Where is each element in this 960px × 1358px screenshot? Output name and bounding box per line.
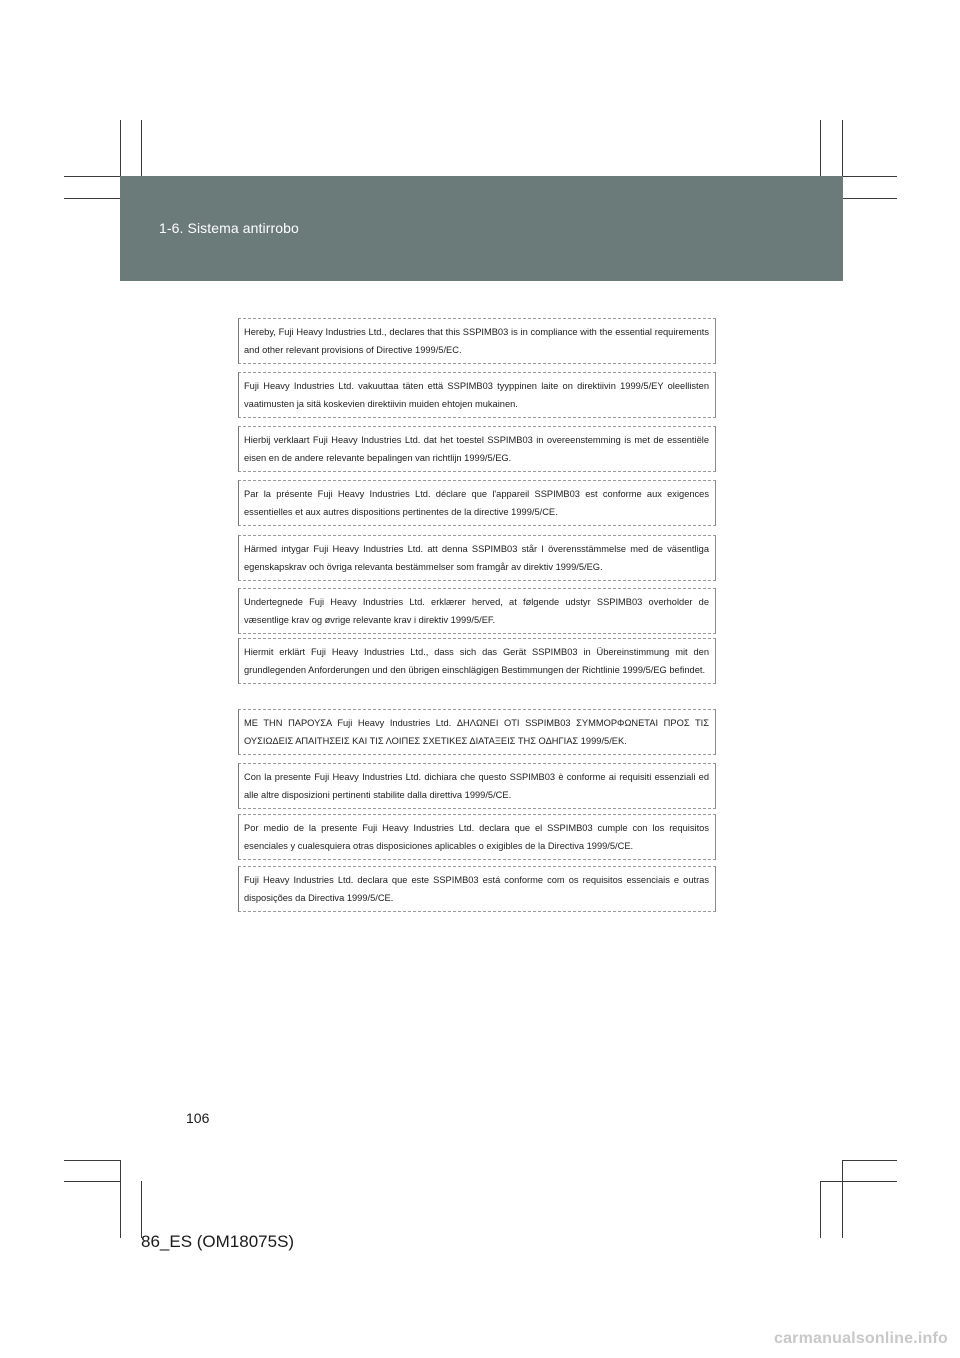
crop-mark: [64, 1160, 120, 1161]
declaration-dutch: Hierbij verklaart Fuji Heavy Industries Ltd. dat het toestel SSPIMB03 in overeenstemming is met de essentiële eisen en de andere relevante bepalingen van richtlijn 1999/5/EG.: [238, 426, 716, 472]
crop-mark: [820, 1181, 897, 1182]
page-number: 106: [186, 1110, 210, 1126]
declaration-english: Hereby, Fuji Heavy Industries Ltd., declares that this SSPIMB03 is in compliance with the essential requirements and other relevant provisions of Directive 1999/5/EC.: [238, 318, 716, 364]
section-title: 1-6. Sistema antirrobo: [159, 220, 299, 236]
declaration-spanish: Por medio de la presente Fuji Heavy Industries Ltd. declara que el SSPIMB03 cumple con los requisitos esenciales y cualesquiera otras disposiciones aplicables o exigibles de la Directiva 1999/5/CE.: [238, 814, 716, 860]
crop-mark: [820, 120, 821, 176]
crop-mark: [64, 176, 120, 177]
crop-mark: [64, 198, 120, 199]
declaration-german: Hiermit erklärt Fuji Heavy Industries Ltd., dass sich das Gerät SSPIMB03 in Übereinstimmung mit den grundlegenden Anforderungen und den übrigen einschlägigen Bestimmungen der Richtlinie 1999/5/EG befindet.: [238, 638, 716, 684]
declaration-swedish: Härmed intygar Fuji Heavy Industries Ltd. att denna SSPIMB03 står I överensstämmelse med de väsentliga egenskapskrav och övriga relevanta bestämmelser som framgår av direktiv 1999/5/EG.: [238, 535, 716, 581]
declaration-italian: Con la presente Fuji Heavy Industries Ltd. dichiara che questo SSPIMB03 è conforme ai requisiti essenziali ed alle altre disposizioni pertinenti stabilite dalla direttiva 1999/5/CE.: [238, 763, 716, 809]
declaration-greek: ΜΕ ΤΗΝ ΠΑΡΟΥΣΑ Fuji Heavy Industries Ltd. ΔΗΛΩΝΕΙ ΟΤΙ SSPIMB03 ΣΥΜΜΟΡΦΩΝΕΤΑΙ ΠΡΟΣ ΤΙΣ ΟΥΣΙΩΔΕΙΣ ΑΠΑΙΤΗΣΕΙΣ ΚΑΙ ΤΙΣ ΛΟΙΠΕΣ ΣΧΕΤΙΚΕΣ ΔΙΑΤΑΞΕΙΣ ΤΗΣ ΟΔΗΓΙΑΣ 1999/5/ΕΚ.: [238, 709, 716, 755]
declaration-portuguese: Fuji Heavy Industries Ltd. declara que este SSPIMB03 está conforme com os requisitos essenciais e outras disposições da Directiva 1999/5/CE.: [238, 866, 716, 912]
document-code: 86_ES (OM18075S): [141, 1232, 295, 1251]
watermark: carmanualsonline.info: [773, 1330, 948, 1347]
crop-mark: [820, 1181, 821, 1238]
crop-mark: [842, 120, 843, 176]
crop-mark: [141, 1181, 142, 1238]
crop-mark: [842, 1160, 843, 1238]
crop-mark: [64, 1181, 120, 1182]
crop-mark: [141, 120, 142, 176]
crop-mark: [120, 120, 121, 176]
declaration-danish: Undertegnede Fuji Heavy Industries Ltd. erklærer herved, at følgende udstyr SSPIMB03 overholder de væsentlige krav og øvrige relevante krav i direktiv 1999/5/EF.: [238, 588, 716, 634]
crop-mark: [843, 176, 897, 177]
crop-mark: [120, 1160, 121, 1238]
crop-mark: [843, 198, 897, 199]
declaration-french: Par la présente Fuji Heavy Industries Ltd. déclare que l'appareil SSPIMB03 est conforme aux exigences essentielles et aux autres dispositions pertinentes de la directive 1999/5/CE.: [238, 480, 716, 526]
declaration-finnish: Fuji Heavy Industries Ltd. vakuuttaa täten että SSPIMB03 tyyppinen laite on direktiivin 1999/5/EY oleellisten vaatimusten ja sitä koskevien direktiivin muiden ehtojen mukainen.: [238, 372, 716, 418]
crop-mark: [843, 1160, 897, 1161]
